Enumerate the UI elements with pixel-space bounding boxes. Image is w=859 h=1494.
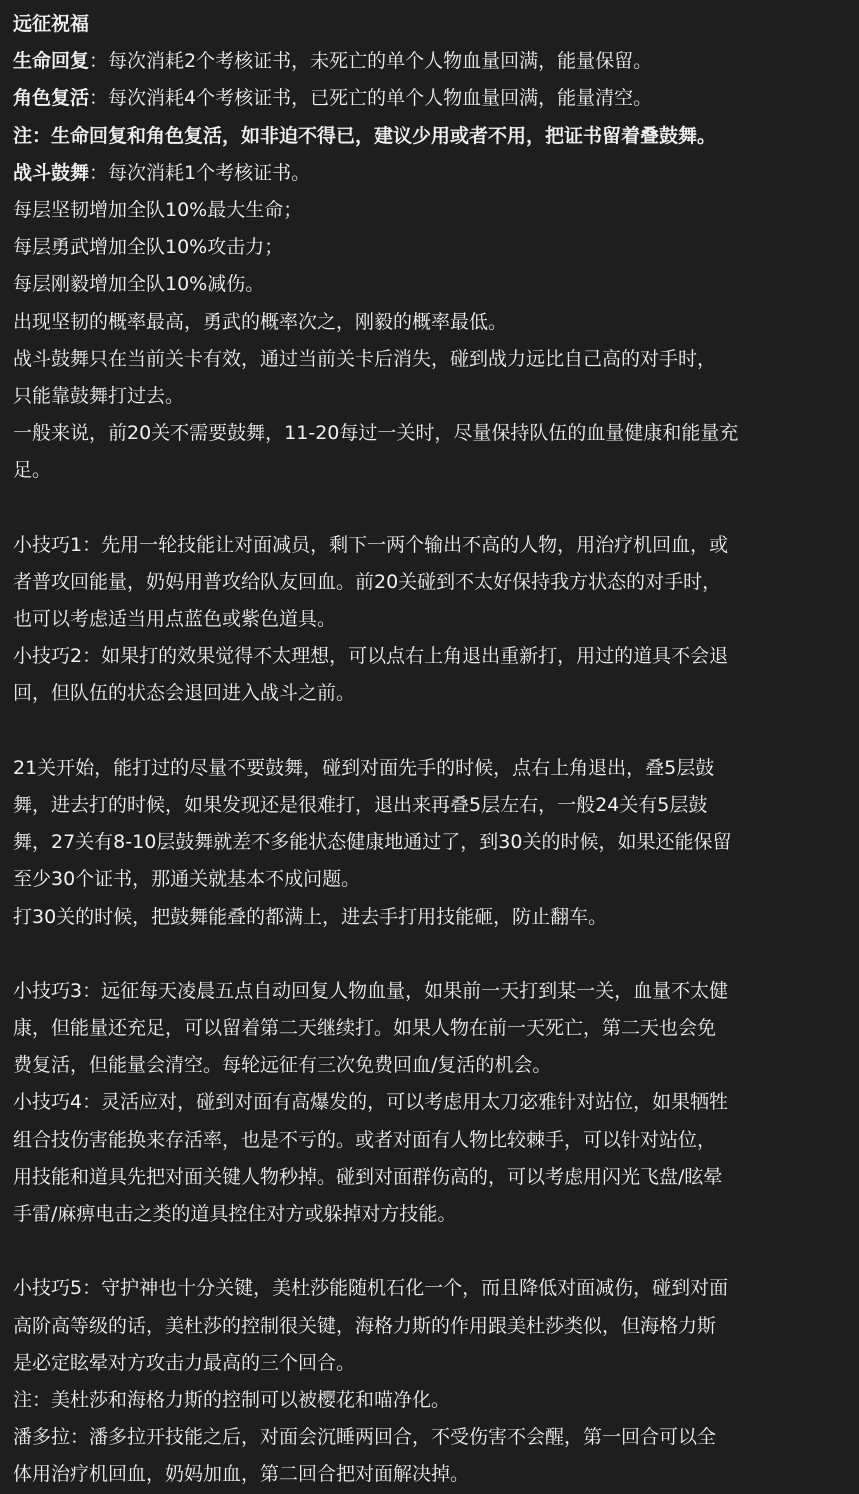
blank-line [13, 936, 847, 973]
blessing-text: ：每次消耗2个考核证书，未死亡的单个人物血量回满，能量保留。 [89, 50, 653, 73]
paragraph-line: 舞，进去打的时候，如果发现还是很难打，退出来再叠5层左右，一般24关有5层鼓 [13, 793, 708, 816]
paragraph-line: 只能靠鼓舞打过去。 [13, 384, 185, 407]
tip-line: 费复活，但能量会清空。每轮远征有三次免费回血/复活的机会。 [13, 1054, 552, 1077]
tip-line: 小技巧3：远征每天凌晨五点自动回复人物血量，如果前一天打到某一关，血量不太健 [13, 979, 729, 1002]
tip-line: 康，但能量还充足，可以留着第二天继续打。如果人物在前一天死亡，第二天也会免 [13, 1017, 717, 1040]
tip-line: 组合技伤害能换来存活率，也是不亏的。或者对面有人物比较棘手，可以针对站位， [13, 1128, 717, 1151]
paragraph-line: 21关开始，能打过的尽量不要鼓舞，碰到对面先手的时候，点右上角退出，叠5层鼓 [13, 756, 715, 779]
tip-line: 用技能和道具先把对面关键人物秒掉。碰到对面群伤高的，可以考虑用闪光飞盘/眩晕 [13, 1165, 723, 1188]
paragraph-line: 打30关的时候，把鼓舞能叠的都满上，进去手打用技能砸，防止翻车。 [13, 905, 608, 928]
tip-line: 小技巧2：如果打的效果觉得不太理想，可以点右上角退出重新打，用过的道具不会退 [13, 645, 729, 668]
blessing-label: 生命回复 [13, 50, 90, 73]
tip-line: 潘多拉：潘多拉开技能之后，对面会沉睡两回合，不受伤害不会醒，第一回合可以全 [13, 1426, 717, 1449]
tip-line: 手雷/麻痹电击之类的道具控住对方或躲掉对方技能。 [13, 1203, 457, 1225]
tip-line: 体用治疗机回血，奶妈加血，第二回合把对面解决掉。 [13, 1463, 470, 1486]
bold-note: 注：生命回复和角色复活，如非迫不得已，建议少用或者不用，把证书留着叠鼓舞。 [13, 124, 717, 147]
paragraph-line: 战斗鼓舞只在当前关卡有效，通过当前关卡后消失，碰到战力远比自己高的对手时， [13, 347, 717, 370]
blessing-text: ：每次消耗1个考核证书。 [89, 161, 311, 184]
paragraph-line: 至少30个证书，那通关就基本不成问题。 [13, 868, 361, 891]
blank-line [13, 1233, 847, 1270]
blessing-label: 角色复活 [13, 87, 90, 110]
paragraph-line: 每层刚毅增加全队10%减伤。 [13, 273, 265, 296]
tip-line: 小技巧4：灵活应对，碰到对面有高爆发的，可以考虑用太刀宓雅针对站位，如果牺牲 [13, 1091, 729, 1114]
section-title: 远征祝福 [13, 13, 90, 35]
tip-line: 是必定眩晕对方攻击力最高的三个回合。 [13, 1351, 356, 1374]
tip-line: 者普攻回能量，奶妈用普攻给队友回血。前20关碰到不太好保持我方状态的对手时， [13, 570, 722, 593]
tip-line: 注：美杜莎和海格力斯的控制可以被樱花和喵净化。 [13, 1388, 451, 1411]
paragraph-line: 一般来说，前20关不需要鼓舞，11-20每过一关时，尽量保持队伍的血量健康和能量充 [13, 422, 739, 445]
blessing-line-life-recovery [13, 43, 847, 80]
blank-line [13, 489, 847, 526]
paragraph-line: 出现坚韧的概率最高，勇武的概率次之，刚毅的概率最低。 [13, 310, 508, 333]
paragraph-line: 每层坚韧增加全队10%最大生命； [13, 198, 303, 221]
blessing-label: 战斗鼓舞 [13, 161, 90, 184]
blessing-line-battle [13, 155, 847, 192]
blank-line [13, 713, 847, 750]
paragraph-line: 足。 [13, 459, 52, 482]
blessing-text: ：每次消耗4个考核证书，已死亡的单个人物血量回满，能量清空。 [89, 87, 653, 110]
paragraph-line: 每层勇武增加全队10%攻击力； [13, 236, 284, 259]
tip-line: 小技巧5：守护神也十分关键，美杜莎能随机石化一个，而且降低对面减伤，碰到对面 [13, 1277, 729, 1300]
tip-line: 小技巧1：先用一轮技能让对面减员，剩下一两个输出不高的人物，用治疗机回血，或 [13, 533, 729, 556]
tip-line: 回，但队伍的状态会退回进入战斗之前。 [13, 682, 356, 705]
tip-line: 高阶高等级的话，美杜莎的控制很关键，海格力斯的作用跟美杜莎类似，但海格力斯 [13, 1314, 717, 1337]
blessing-line-revive [13, 80, 847, 117]
paragraph-line: 舞，27关有8-10层鼓舞就差不多能状态健康地通过了，到30关的时候，如果还能保留 [13, 831, 732, 854]
tip-line: 也可以考虑适当用点蓝色或紫色道具。 [13, 608, 337, 630]
